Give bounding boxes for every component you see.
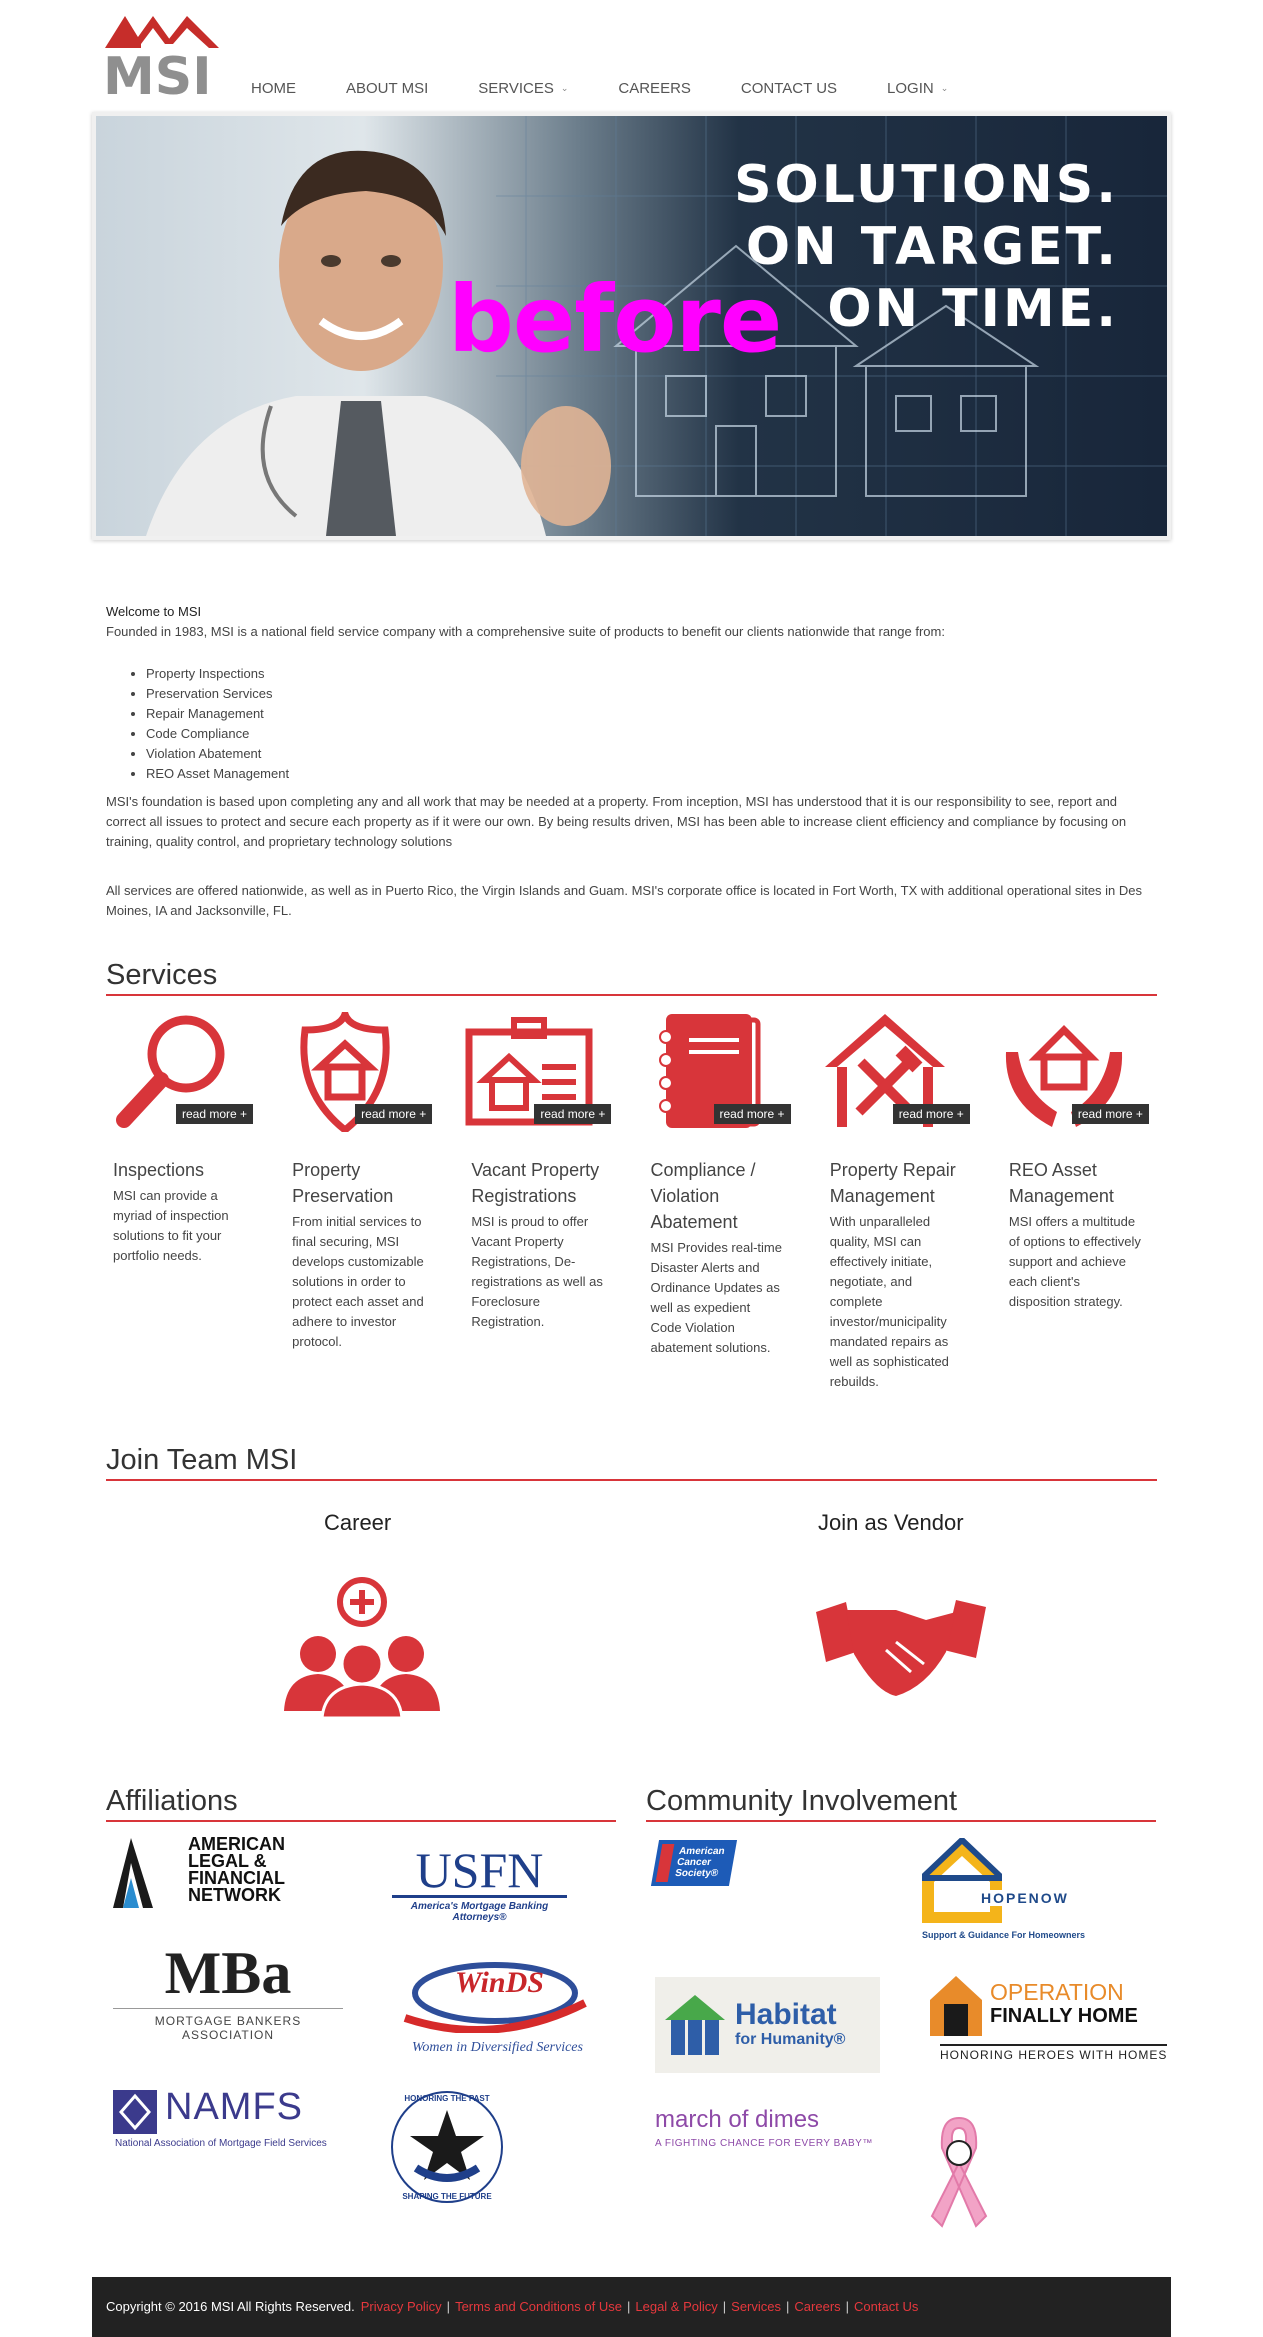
main-nav <box>251 80 998 97</box>
service-list <box>146 664 1156 784</box>
alfn-line: LEGAL & <box>188 1851 267 1871</box>
habitat-line: Habitat <box>735 1998 837 2031</box>
footer-separator: | <box>722 2299 727 2314</box>
acs-text <box>674 1846 725 1879</box>
tmba-top-text: HONORING THE PAST <box>404 2094 490 2103</box>
list-item: • REO Asset Management <box>146 764 1156 784</box>
ofh-house-icon <box>930 1974 982 2036</box>
acs-sword-icon <box>656 1844 675 1882</box>
nav-home[interactable] <box>251 80 296 97</box>
nav-contact[interactable] <box>741 80 837 97</box>
read-more-button[interactable]: read more + <box>534 1104 611 1124</box>
services-heading: Services <box>106 958 1157 996</box>
acs-logo[interactable] <box>651 1840 737 1886</box>
hopenow-logo[interactable] <box>920 1838 1095 1943</box>
nav-home-label: HOME <box>251 80 296 97</box>
service-desc: MSI can provide a myriad of inspection solutions to fit your portfolio needs. <box>113 1188 229 1263</box>
namfs-logo[interactable] <box>113 2086 353 2150</box>
service-icon-wrap <box>106 1012 256 1132</box>
nav-services[interactable] <box>478 80 568 97</box>
people-plus-icon[interactable] <box>270 1576 455 1718</box>
acs-line: Society® <box>674 1868 720 1879</box>
service-card <box>464 1012 643 1392</box>
nav-careers-label: CAREERS <box>618 80 691 97</box>
affiliations-heading: Affiliations <box>106 1784 616 1822</box>
usfn-subtext: America's Mortgage Banking Attorneys® <box>410 1901 549 1923</box>
career-label[interactable]: Career <box>324 1510 392 1535</box>
hero-tagline <box>734 154 1119 340</box>
footer-separator: | <box>446 2299 451 2314</box>
nav-about-label: ABOUT MSI <box>346 80 429 97</box>
footer-links <box>361 2299 919 2315</box>
pink-ribbon-icon[interactable] <box>928 2108 990 2228</box>
chevron-down-icon: ⌄ <box>940 83 949 93</box>
footer-link-privacy[interactable]: Privacy Policy <box>360 2299 442 2314</box>
footer-separator: | <box>845 2299 850 2314</box>
footer-link-contact[interactable]: Contact Us <box>854 2299 919 2314</box>
intro-paragraph: MSI's foundation is based upon completing any and all work that may be needed at a property. From inception, MSI has understood that it is our responsibility to see, report and correct all issues to protect and secure each property as if it were our own. By being results driven, MSI has been able to increase client efficiency and compliance by focusing on training, quality control, and proprietary technology solutions <box>106 794 1127 849</box>
read-more-button[interactable]: read more + <box>893 1104 970 1124</box>
habitat-text <box>735 1999 845 2049</box>
read-more-button[interactable]: read more + <box>176 1104 253 1124</box>
acs-line: American <box>678 1846 726 1857</box>
service-title[interactable]: Compliance / Violation Abatement <box>650 1160 756 1232</box>
namfs-text: NAMFS <box>165 2086 303 2128</box>
ofh-subtext: HONORING HEROES WITH HOMES <box>940 2044 1167 2062</box>
service-card <box>106 1012 285 1392</box>
handshake-icon[interactable] <box>816 1592 986 1700</box>
wids-text: WinDS <box>455 1966 544 1999</box>
chevron-down-icon: ⌄ <box>560 83 569 93</box>
read-more-button[interactable]: read more + <box>1072 1104 1149 1124</box>
service-card <box>823 1012 1002 1392</box>
hero-tagline-line: ON TARGET. <box>745 217 1119 277</box>
footer-link-services[interactable]: Services <box>731 2299 782 2314</box>
services-grid <box>106 1012 1181 1392</box>
acs-line: Cancer <box>676 1857 712 1868</box>
list-item: • Property Inspections <box>146 664 1156 684</box>
usfn-text: USFN <box>392 1845 567 1898</box>
march-of-dimes-logo[interactable] <box>655 2106 880 2176</box>
hero-tagline-line: ON TIME. <box>827 279 1119 339</box>
alfn-line: FINANCIAL <box>188 1868 285 1888</box>
tmba-star-icon <box>388 2088 506 2206</box>
service-icon-wrap <box>823 1012 973 1132</box>
service-card <box>644 1012 823 1392</box>
hopenow-subtext: Support & Guidance For Homeowners <box>922 1930 1086 1940</box>
read-more-button[interactable]: read more + <box>714 1104 791 1124</box>
list-item: • Preservation Services <box>146 684 1156 704</box>
service-title[interactable]: Property Preservation <box>292 1160 394 1206</box>
list-item: • Repair Management <box>146 704 1156 724</box>
habitat-logo[interactable] <box>655 1977 880 2073</box>
wids-logo[interactable] <box>385 1948 610 2058</box>
ofh-line: FINALLY HOME <box>990 2005 1138 2027</box>
welcome-heading: Welcome to MSI <box>106 604 202 619</box>
service-icon-wrap <box>644 1012 794 1132</box>
community-heading: Community Involvement <box>646 1784 1156 1822</box>
ofh-line: OPERATION <box>990 1979 1124 2005</box>
footer-link-legal[interactable]: Legal & Policy <box>635 2299 718 2314</box>
wids-subtext: Women in Diversified Services <box>412 2040 583 2055</box>
service-title[interactable]: Property Repair Management <box>829 1160 956 1206</box>
service-title[interactable]: REO Asset Management <box>1008 1160 1114 1206</box>
alfn-mark-icon <box>113 1838 153 1908</box>
mod-subtext: A FIGHTING CHANCE FOR EVERY BABY™ <box>655 2138 873 2149</box>
vendor-label[interactable]: Join as Vendor <box>818 1510 964 1535</box>
hero-banner <box>92 112 1171 540</box>
service-card <box>1002 1012 1181 1392</box>
service-desc: MSI Provides real-time Disaster Alerts and Ordinance Updates as well as expedient Code Violation abatement solutions. <box>650 1240 782 1355</box>
habitat-line: for Humanity® <box>735 2031 846 2048</box>
service-icon-wrap <box>285 1012 435 1132</box>
tmba-seal-logo[interactable] <box>388 2088 506 2206</box>
usfn-logo[interactable] <box>392 1842 567 1923</box>
tmba-bottom-text: SHAPING THE FUTURE <box>402 2192 492 2201</box>
list-item: • Violation Abatement <box>146 744 1156 764</box>
list-item: • Code Compliance <box>146 724 1156 744</box>
service-desc: MSI is proud to offer Vacant Property Registrations, De-registrations as well as Foreclosure Registration. <box>471 1214 603 1329</box>
alfn-logo[interactable] <box>113 1834 313 1908</box>
read-more-button[interactable]: read more + <box>355 1104 432 1124</box>
alfn-line: NETWORK <box>188 1885 281 1905</box>
mba-subtext: MORTGAGE BANKERS ASSOCIATION <box>113 2008 343 2042</box>
nav-services-label: SERVICES <box>478 80 554 97</box>
footer-link-terms[interactable]: Terms and Conditions of Use <box>455 2299 622 2314</box>
service-title[interactable]: Inspections <box>113 1160 205 1180</box>
site-header <box>0 0 1263 110</box>
footer-link-careers[interactable]: Careers <box>794 2299 841 2314</box>
ofh-text <box>990 1980 1138 2028</box>
footer-separator: | <box>786 2299 790 2314</box>
service-desc: MSI offers a multitude of options to effectively support and achieve each client's disposition strategy. <box>1008 1214 1141 1309</box>
hero-tagline-line: SOLUTIONS. <box>734 155 1119 215</box>
svg-text:MSI: MSI <box>103 47 212 96</box>
namfs-subtext: National Association of Mortgage Field Services <box>115 2138 327 2149</box>
mba-logo[interactable] <box>113 1940 343 2042</box>
service-title[interactable]: Vacant Property Registrations <box>471 1160 600 1206</box>
intro-section <box>106 602 1156 921</box>
service-card <box>285 1012 464 1392</box>
msi-logo[interactable] <box>103 14 221 96</box>
nav-careers[interactable] <box>618 80 691 97</box>
service-desc: From initial services to final securing, MSI develops customizable solutions in order to protect each asset and adhere to investor protocol. <box>292 1214 424 1349</box>
service-desc: With unparalleled quality, MSI can effectively initiate, negotiate, and complete investor/municipality mandated repairs as well as sophisticated rebuilds. <box>829 1214 949 1389</box>
hopenow-text: HOPENOW <box>978 1890 1069 1906</box>
copyright-text: Copyright © 2016 MSI All Rights Reserved. <box>106 2299 355 2314</box>
alfn-line: AMERICAN <box>188 1834 285 1854</box>
hero-overlay-text: before <box>448 266 782 373</box>
footer-separator: | <box>626 2299 631 2314</box>
alfn-text <box>188 1836 285 1904</box>
nav-about[interactable] <box>346 80 428 97</box>
join-heading: Join Team MSI <box>106 1443 1157 1481</box>
mod-text: march of dimes <box>655 2106 820 2133</box>
intro-paragraph: All services are offered nationwide, as well as in Puerto Rico, the Virgin Islands and Guam. MSI's corporate office is located in Fort Worth, TX with additional operational sites in Des Moines, IA and Jacksonville, FL. <box>106 883 1143 918</box>
intro-lead: Founded in 1983, MSI is a national field service company with a comprehensive suite of products to benefit our clients nationwide that range from: <box>106 624 945 639</box>
hopenow-house-icon <box>922 1838 1002 1923</box>
nav-login[interactable] <box>887 80 948 97</box>
habitat-house-icon <box>665 1995 725 2055</box>
nav-contact-label: CONTACT US <box>740 80 838 97</box>
service-icon-wrap <box>464 1012 614 1132</box>
nav-login-label: LOGIN <box>887 80 934 97</box>
mba-text: MBa <box>164 1940 292 2006</box>
operation-finally-home-logo[interactable] <box>930 1974 1168 2066</box>
namfs-mark-icon <box>113 2090 157 2134</box>
service-icon-wrap <box>1002 1012 1152 1132</box>
site-footer <box>92 2277 1171 2337</box>
